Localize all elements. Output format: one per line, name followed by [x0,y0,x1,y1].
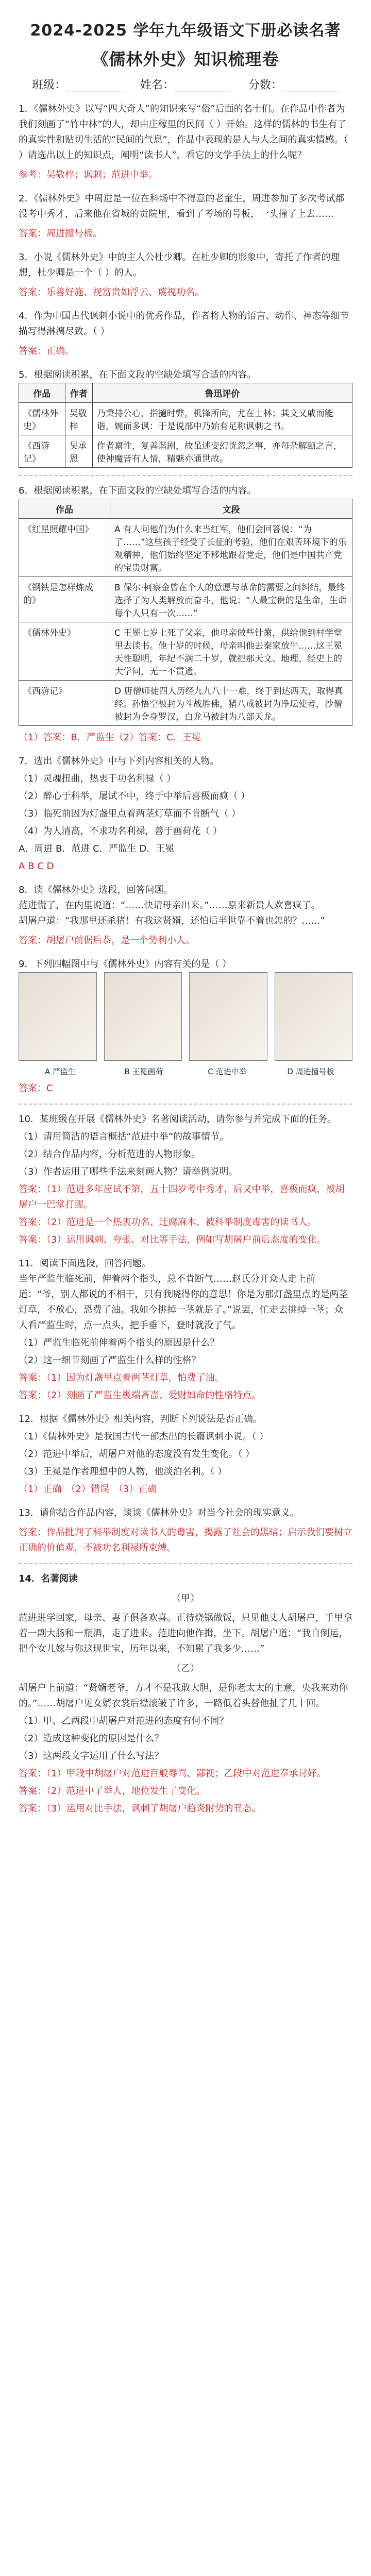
class-input-line [66,82,123,92]
table-cell: 《儒林外史》 [19,403,65,435]
class-field: 班级： [32,76,123,92]
q14-part-a: 范进进学回家，母亲、妻子俱各欢喜。正待烧锅做饭，只见他丈人胡屠户，手里拿着一副大肠和一瓶酒，走了进来。范进向他作揖，坐下。胡屠户道：“我自倒运，把个女儿嫁与你这现世宝，历年以来，不知累了我多少……” [19,1613,352,1654]
q14-heading: 14．名著阅读 [19,1573,78,1584]
doc-title: 2024-2025 学年九年级语文下册必读名著 [30,22,341,40]
illustration-d [275,972,353,1061]
name-input-line [174,82,231,92]
table-cell: 作者禀性，复善谐剧，故虽述变幻恍忽之事，亦每杂解颐之言，使神魔皆有人情，精魅亦通世故。 [92,435,352,468]
q7-options: A．周进 B．范进 C．严监生 D．王冕 [19,843,175,854]
q10-answer: 答案：（2）范进是一个热衷功名、迂腐麻木、被科举制度毒害的读书人。 [19,1217,317,1228]
q10-answer: 答案：（1）范进多年应试不第，五十四岁考中秀才，后又中举，喜极而疯，被胡屠户一巴掌打醒。 [19,1184,345,1210]
q10-task: （1）请用简洁的语言概括“范进中举”的故事情节。 [19,1131,229,1142]
table-row [19,577,352,622]
q7-item: （3）临死前因为灯盏里点着两茎灯草而不肯断气（ ） [19,808,241,819]
q7-item: （1）灵魂扭曲，热衷于功名利禄（ ） [19,773,176,784]
score-field: 分数： [248,76,339,92]
table-row [19,435,352,468]
table2-header: 文段 [110,499,352,519]
q12-item: （1）《儒林外史》是我国古代一部杰出的长篇讽刺小说。（ ） [19,1431,269,1442]
table-cell: 《红星照耀中国》 [19,519,110,577]
q14-question: （3）这两段文字运用了什么写法？ [19,1751,164,1761]
q14-part-b: 胡屠户上前道：“贤婿老爷，方才不是我敢大胆，是你老太太的主意，央我来劝你的。”……胡屠户见女婿衣裳后襟滚皱了许多，一路低着头替他扯了几十回。 [19,1683,348,1709]
q14-question: （2）造成这种变化的原因是什么？ [19,1733,164,1744]
q10-text: 10．某班级在开展《儒林外史》名著阅读活动，请你参与并完成下面的任务。 [19,1114,336,1125]
q10-task: （3）作者运用了哪些手法来刻画人物？请举例说明。 [19,1166,238,1177]
q10-task: （2）结合作品内容，分析范进的人物形象。 [19,1149,201,1160]
illustration-b [104,972,182,1061]
table1-header: 鲁迅评价 [92,383,352,403]
q12-text: 12．根据《儒林外史》相关内容，判断下列说法是否正确。 [19,1414,262,1425]
table-cell: 《儒林外史》 [19,622,110,681]
q12-item: （2）范进中举后，胡屠户对他的态度没有发生变化。（ ） [19,1449,255,1460]
q13-text: 13．请你结合作品内容，谈谈《儒林外史》对当今社会的现实意义。 [19,1507,299,1518]
table1-caption: 5．根据阅读积累，在下面文段的空缺处填写合适的内容。 [19,369,257,380]
table-row [19,519,352,577]
table-cell: 《西游记》 [19,435,65,468]
table-cell: C 王冕七岁上死了父亲，他母亲做些针黹，供给他到村学堂里去读书。他十岁的时候，母亲叫他去秦家放牛……这王冕天性聪明，年纪不满二十岁，就把那天文、地理、经史上的大学问，无一不贯通。 [110,622,352,681]
q12-answers: （1）正确 （2）错误 （3）正确 [19,1484,157,1495]
section-divider [19,1104,352,1105]
q14-part-a-label: （甲） [172,1593,199,1604]
table1-header: 作者 [65,383,92,403]
table-cell: 吴承恩 [65,435,92,468]
table-row [19,403,352,435]
author-table [19,383,352,468]
q10-answer: 答案：（3）运用讽刺、夸张、对比等手法，例如写胡屠户前后态度的变化。 [19,1234,326,1245]
q14-part-b-label: （乙） [172,1663,199,1674]
q3-text: 3．小说《儒林外史》中的主人公杜少卿。在杜少卿的形象中，寄托了作者的理想，杜少卿是一个（ ）的人。 [19,252,340,278]
table-cell: 《西游记》 [19,681,110,726]
student-info-fields [0,76,371,92]
doc-subtitle: 《儒林外史》知识梳理卷 [92,49,279,69]
table-cell: D 唐僧师徒四人历经九九八十一难，终于到达西天，取得真经。孙悟空被封为斗战胜佛，猪八戒被封为净坛使者，沙僧被封为金身罗汉，白龙马被封为八部天龙。 [110,681,352,726]
table-cell: A 有人问他们为什么来当红军，他们会回答说：“为了……”这些孩子经受了长征的考验，他们在艰苦环境下的乐观精神，他们始终坚定不移地跟着党走，他们是中国共产党的宝贵财富。 [110,519,352,577]
q11-answer: 答案：（2）刻画了严监生极端吝啬、爱财如命的性格特点。 [19,1390,261,1401]
illustration-label: A 严监生 [44,1067,76,1076]
q3-answer: 答案：乐善好施、视富贵如浮云、蔑视功名。 [19,287,204,298]
score-input-line [282,82,339,92]
section-divider [19,475,352,476]
q14-answer: 答案：（1）甲段中胡屠户对范进百般辱骂、鄙视；乙段中对范进奉承讨好。 [19,1768,326,1779]
table-row [19,681,352,726]
passages-table [19,499,352,726]
table-row [19,622,352,681]
q8-text: 8．读《儒林外史》选段，回答问题。 范进慌了，在内里说道：“……快请母亲出来。”……原来新贵人欢喜疯了。 胡屠户道：“我那里还杀猪！有我这贤婿，还怕后半世靠不着也怎的？……” [19,885,325,926]
table2-header: 作品 [19,499,110,519]
q7-answers: A B C D [19,861,54,872]
q7-item: （4）为人清高，不求功名利禄，善于画荷花（ ） [19,826,223,837]
q4-answer: 答案：正确。 [19,346,74,357]
q14-answer: 答案：（2）范进中了举人，地位发生了变化。 [19,1786,206,1797]
images-caption: 9．下列四幅图中与《儒林外史》内容有关的是（ ） [19,959,232,970]
q11-question: （2）这一细节刻画了严监生什么样的性格？ [19,1355,201,1366]
illustration-grid [19,972,352,1061]
name-field: 姓名： [140,76,231,92]
q14-answer: 答案：（3）运用对比手法，讽刺了胡屠户趋炎附势的丑态。 [19,1803,261,1814]
q11-text: 11．阅读下面选段，回答问题。 当年严监生临死前，伸着两个指头，总不肯断气……赵氏分开众人走上前道：“爷，别人都说的不相干，只有我晓得你的意思！你是为那灯盏里点的是两茎灯草，不放心，恐费了油。我如今挑掉一茎就是了。”说罢，忙走去挑掉一茎；众人看严监生时，点一点头，把手垂下，登时就没了气。 [19,1258,348,1331]
q14-question: （1）甲、乙两段中胡屠户对范进的态度有何不同？ [19,1716,229,1726]
q4-text: 4．作为中国古代讽刺小说中的优秀作品，作者将人物的语言、动作、神态等细节描写得淋漓尽致。（ ） [19,311,349,337]
q13-answer: 答案：作品批判了科举制度对读书人的毒害，揭露了社会的黑暗；启示我们要树立正确的价值观，不被功名利禄所束缚。 [19,1527,352,1553]
illustration-label: D 周进撞号板 [287,1067,334,1076]
illustration-captions [19,1066,352,1077]
q11-answer: 答案：（1）因为灯盏里点着两茎灯草，怕费了油。 [19,1372,224,1383]
table2-caption: 6．根据阅读积累，在下面文段的空缺处填写合适的内容。 [19,485,257,496]
images-answer: 答案：C [19,1083,53,1094]
q1-text: 1．《儒林外史》以写“四大奇人”的知识来写“俗”后面的名士们。在作品中作者为我们刻画了“竹中林”的人，却由庄稼里的民间（ ）开始。这样的儒林的书生有了的真实性和贴切生活的“民间的气息”，作品中表现的是人与人之间的真实情感。（ ）请选出以上的知识点，阐明“读书人”，看它的文学手法上的什么呢？ [19,104,348,161]
q2-answer: 答案：周进撞号板。 [19,228,102,239]
table-cell: 吴敬梓 [65,403,92,435]
q1-answer: 参考：吴敬梓；讽刺；范进中举。 [19,170,158,180]
table-cell: B 保尔·柯察金曾在个人的意愿与革命的需要之间纠结，最终选择了为人类解放而奋斗，他说：“人最宝贵的是生命，生命每个人只有一次……” [110,577,352,622]
illustration-a [19,972,97,1061]
table2-answer: （1）答案：B．严监生（2）答案：C．王冕 [19,732,201,743]
illustration-label: B 王冕画荷 [124,1067,163,1076]
table1-header: 作品 [19,383,65,403]
q8-answer: 答案：胡屠户前倨后恭，是一个势利小人。 [19,935,195,946]
illustration-c [189,972,267,1061]
illustration-label: C 范进中举 [208,1067,247,1076]
q11-question: （1）严监生临死前伸着两个指头的原因是什么？ [19,1337,220,1348]
table-cell: 乃秉持公心，指擿时弊，机锋所向，尤在士林；其文又戚而能谐，婉而多讽：于是说部中乃始有足称讽刺之书。 [92,403,352,435]
q12-item: （3）王冕是作者理想中的人物，他淡泊名利。（ ） [19,1466,227,1477]
q2-text: 2．《儒林外史》中周进是一位在科场中不得意的老童生，周进参加了多次考试都没考中秀才，后来他在省城的贡院里，看到了考场的号板，一头撞了上去…… [19,193,345,219]
section-divider [19,1563,352,1564]
q7-item: （2）醉心于科举，屡试不中，终于中举后喜极而疯（ ） [19,791,250,802]
table-cell: 《钢铁是怎样炼成的》 [19,577,110,622]
q7-text: 7．选出《儒林外史》中与下列内容相关的人物。 [19,756,220,767]
